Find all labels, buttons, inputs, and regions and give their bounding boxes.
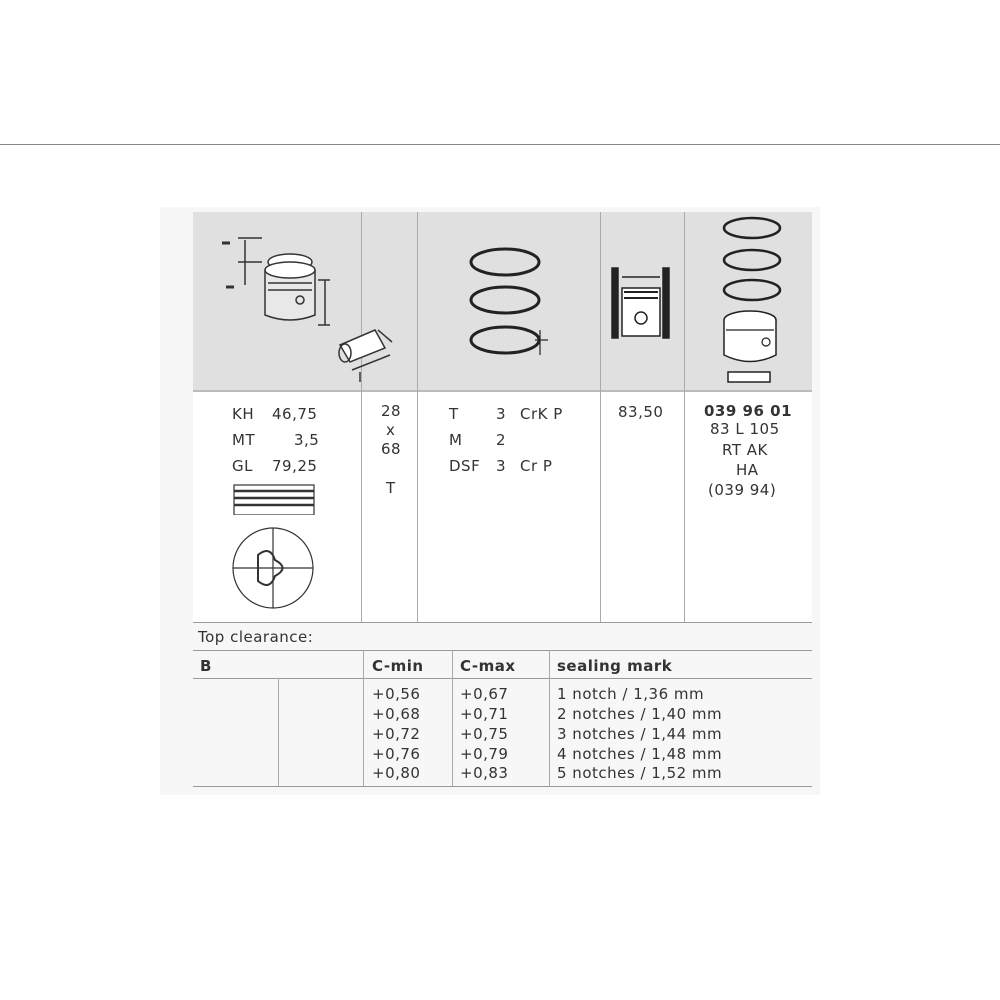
clearance-top-rule (193, 622, 812, 623)
cmin-value: +0,72 (372, 725, 421, 743)
ring-qty: 3 (496, 457, 507, 475)
header-sealing-mark: sealing mark (557, 657, 673, 675)
part-number: 039 96 01 (704, 402, 793, 420)
ring-code: DSF (449, 457, 481, 475)
cmax-value: +0,67 (460, 685, 509, 703)
clearance-bottom-rule (193, 786, 812, 787)
part-line-5: (039 94) (708, 481, 777, 499)
col-sep-1 (361, 212, 362, 622)
pin-times: x (386, 421, 396, 439)
header-cmin: C-min (372, 657, 424, 675)
illustration-band (193, 212, 812, 392)
pin-length: 68 (381, 440, 402, 458)
ring-spec: Cr P (520, 457, 553, 475)
cmin-value: +0,56 (372, 685, 421, 703)
cmax-value: +0,71 (460, 705, 509, 723)
cmax-value: +0,83 (460, 764, 509, 782)
col-sep-4 (684, 212, 685, 622)
sealing-mark: 2 notches / 1,40 mm (557, 705, 723, 723)
kh-value: 46,75 (272, 405, 318, 423)
part-line-3: RT AK (722, 441, 768, 459)
ring-code: M (449, 431, 463, 449)
clearance-col-sep-3 (549, 650, 550, 786)
col-sep-3 (600, 212, 601, 622)
gl-label: GL (232, 457, 253, 475)
cmin-value: +0,80 (372, 764, 421, 782)
kh-label: KH (232, 405, 255, 423)
part-line-2: 83 L 105 (710, 420, 780, 438)
clearance-col-sep-2 (452, 650, 453, 786)
ring-qty: 3 (496, 405, 507, 423)
bore-value: 83,50 (618, 403, 664, 421)
mt-label: MT (232, 431, 256, 449)
clearance-title: Top clearance: (198, 628, 314, 646)
pin-type: T (386, 479, 396, 497)
sealing-mark: 1 notch / 1,36 mm (557, 685, 705, 703)
sealing-mark: 3 notches / 1,44 mm (557, 725, 723, 743)
pin-diameter: 28 (381, 402, 402, 420)
cmax-value: +0,75 (460, 725, 509, 743)
ring-qty: 2 (496, 431, 507, 449)
clearance-header-rule (193, 650, 812, 651)
ring-code: T (449, 405, 459, 423)
header-b: B (200, 657, 212, 675)
cmin-value: +0,68 (372, 705, 421, 723)
clearance-body-rule (193, 678, 812, 679)
clearance-col-sep-b (278, 678, 279, 786)
cmin-value: +0,76 (372, 745, 421, 763)
header-cmax: C-max (460, 657, 516, 675)
ring-spec: CrK P (520, 405, 563, 423)
sealing-mark: 4 notches / 1,48 mm (557, 745, 723, 763)
top-divider (0, 144, 1000, 145)
sealing-mark: 5 notches / 1,52 mm (557, 764, 723, 782)
part-line-4: HA (736, 461, 759, 479)
clearance-col-sep-1 (363, 650, 364, 786)
mt-value: 3,5 (294, 431, 320, 449)
col-sep-2 (417, 212, 418, 622)
gl-value: 79,25 (272, 457, 318, 475)
cmax-value: +0,79 (460, 745, 509, 763)
